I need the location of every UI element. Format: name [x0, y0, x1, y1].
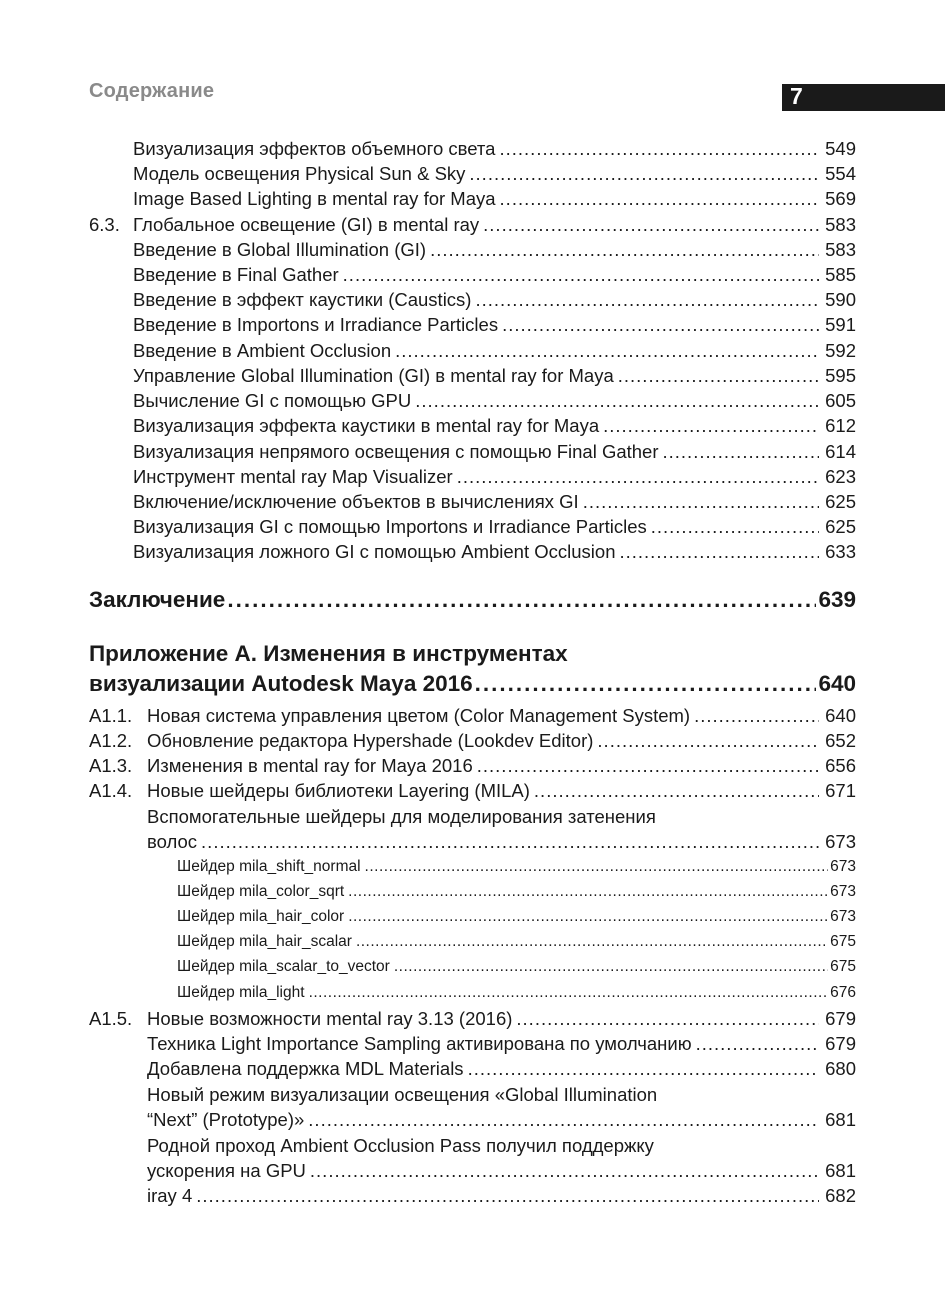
entry-title: Модель освещения Physical Sun & Sky [133, 163, 466, 184]
entry-title: Новые возможности mental ray 3.13 (2016) [147, 1008, 513, 1029]
entry-title-line1[interactable]: Новый режим визуализации освещения «Global Illumination [147, 1084, 658, 1105]
toc-entry[interactable] [133, 314, 856, 339]
entry-title: Шейдер mila_scalar_to_vector [177, 958, 390, 975]
toc-entry[interactable] [147, 1033, 856, 1058]
toc-subentry[interactable] [177, 933, 856, 958]
section-number: 6.3. [89, 214, 120, 235]
leader-dots [583, 491, 819, 513]
entry-page: 592 [825, 340, 856, 361]
entry-page: 676 [830, 984, 856, 1001]
toc-entry[interactable] [133, 491, 856, 516]
leader-dots [468, 1058, 820, 1080]
entry-title: Техника Light Importance Sampling активирована по умолчанию [147, 1033, 692, 1054]
leader-dots [430, 239, 819, 261]
entry-page: 590 [825, 289, 856, 310]
entry-page: 682 [825, 1185, 856, 1206]
entry-title: Визуализация ложного GI с помощью Ambient Occlusion [133, 541, 616, 562]
toc-subentry[interactable] [177, 984, 856, 1009]
toc-entry[interactable] [147, 1109, 856, 1134]
entry-title: iray 4 [147, 1185, 193, 1206]
entry-title: Включение/исключение объектов в вычислениях GI [133, 491, 579, 512]
chapter-title: Заключение [89, 587, 226, 612]
entry-title-line1[interactable]: Родной проход Ambient Occlusion Pass получил поддержку [147, 1135, 654, 1156]
toc-entry[interactable] [133, 188, 856, 213]
leader-dots [694, 705, 819, 727]
entry-title: Инструмент mental ray Map Visualizer [133, 466, 453, 487]
entry-page: 679 [825, 1033, 856, 1054]
entry-page: 671 [825, 780, 856, 801]
leader-dots [227, 587, 816, 613]
leader-dots [499, 138, 819, 160]
entry-page: 679 [825, 1008, 856, 1029]
section-number: A1.2. [89, 730, 133, 751]
entry-page: 673 [830, 858, 856, 875]
entry-title: Введение в Global Illumination (GI) [133, 239, 427, 260]
entry-title-line1[interactable]: Вспомогательные шейдеры для моделирования затенения [147, 806, 656, 827]
leader-dots [618, 365, 819, 387]
leader-dots [534, 780, 819, 802]
leader-dots [475, 671, 817, 697]
toc-entry[interactable] [147, 831, 856, 856]
toc-chapter-conclusion[interactable] [89, 587, 856, 617]
entry-page: 680 [825, 1058, 856, 1079]
leader-dots [663, 441, 820, 463]
entry-page: 625 [825, 516, 856, 537]
section-number: A1.5. [89, 1008, 133, 1029]
leader-dots [348, 908, 828, 926]
entry-title: Вычисление GI с помощью GPU [133, 390, 412, 411]
entry-title: волос [147, 831, 198, 852]
leader-dots [502, 314, 819, 336]
toc-entry[interactable] [147, 1160, 856, 1185]
leader-dots [394, 958, 828, 976]
toc-entry[interactable] [133, 390, 856, 415]
entry-title: Новая система управления цветом (Color Management System) [147, 705, 691, 726]
chapter-page: 639 [818, 587, 856, 612]
leader-dots [696, 1033, 820, 1055]
entry-page: 675 [830, 958, 856, 975]
leader-dots [597, 730, 819, 752]
entry-page: 656 [825, 755, 856, 776]
appendix-title-line1[interactable]: Приложение А. Изменения в инструментах [89, 641, 568, 666]
leader-dots [469, 163, 819, 185]
entry-title: “Next” (Prototype)» [147, 1109, 305, 1130]
toc-entry[interactable] [133, 365, 856, 390]
entry-page: 633 [825, 541, 856, 562]
entry-title: Введение в Final Gather [133, 264, 339, 285]
toc-subentry[interactable] [177, 883, 856, 908]
toc-entry[interactable] [133, 239, 856, 264]
entry-page: 612 [825, 415, 856, 436]
entry-page: 583 [825, 214, 856, 235]
entry-page: 673 [830, 908, 856, 925]
leader-dots [395, 340, 819, 362]
toc-entry-section[interactable] [89, 705, 856, 730]
leader-dots [477, 755, 819, 777]
leader-dots [356, 933, 828, 951]
toc-entry[interactable] [133, 441, 856, 466]
entry-title: Шейдер mila_shift_normal [177, 858, 361, 875]
toc-entry-section[interactable] [89, 730, 856, 755]
leader-dots [619, 541, 819, 563]
entry-page: 652 [825, 730, 856, 751]
entry-page: 681 [825, 1109, 856, 1130]
leader-dots [201, 831, 819, 853]
leader-dots [310, 1160, 819, 1182]
toc-entry[interactable] [133, 466, 856, 491]
entry-page: 614 [825, 441, 856, 462]
entry-page: 673 [830, 883, 856, 900]
toc-entry-section[interactable] [89, 214, 856, 239]
entry-page: 585 [825, 264, 856, 285]
toc-entry[interactable] [147, 1058, 856, 1083]
entry-page: 549 [825, 138, 856, 159]
entry-page: 583 [825, 239, 856, 260]
page-number-tab [782, 84, 945, 111]
toc-subentry[interactable] [177, 858, 856, 883]
entry-title: Введение в эффект каустики (Caustics) [133, 289, 472, 310]
entry-title: Введение в Ambient Occlusion [133, 340, 392, 361]
entry-title: Добавлена поддержка MDL Materials [147, 1058, 464, 1079]
toc-entry-section[interactable] [89, 1008, 856, 1033]
leader-dots [415, 390, 819, 412]
leader-dots [457, 466, 819, 488]
section-number: A1.1. [89, 705, 133, 726]
entry-title: Image Based Lighting в mental ray for Maya [133, 188, 496, 209]
entry-title: Новые шейдеры библиотеки Layering (MILA) [147, 780, 530, 801]
leader-dots [308, 1109, 819, 1131]
chapter-title: визуализации Autodesk Maya 2016 [89, 671, 473, 696]
section-number: A1.3. [89, 755, 133, 776]
toc-entry-section[interactable] [89, 780, 856, 805]
toc-entry[interactable] [133, 340, 856, 365]
entry-page: 681 [825, 1160, 856, 1181]
leader-dots [483, 214, 819, 236]
entry-title: Шейдер mila_hair_scalar [177, 933, 352, 950]
entry-page: 569 [825, 188, 856, 209]
entry-page: 640 [825, 705, 856, 726]
entry-title: Шейдер mila_color_sqrt [177, 883, 345, 900]
toc-subentry[interactable] [177, 958, 856, 983]
toc-entry[interactable] [133, 289, 856, 314]
entry-title: Визуализация GI с помощью Importons и Irradiance Particles [133, 516, 647, 537]
toc-chapter-appendix[interactable] [89, 671, 856, 701]
toc-entry[interactable] [133, 138, 856, 163]
leader-dots [516, 1008, 819, 1030]
toc-entry[interactable] [133, 415, 856, 440]
leader-dots [309, 984, 829, 1002]
entry-title: Введение в Importons и Irradiance Particles [133, 314, 499, 335]
entry-page: 623 [825, 466, 856, 487]
leader-dots [365, 858, 829, 876]
entry-page: 595 [825, 365, 856, 386]
entry-page: 605 [825, 390, 856, 411]
toc-entry[interactable] [147, 1185, 856, 1210]
running-title: Содержание [89, 80, 215, 102]
leader-dots [500, 188, 820, 210]
entry-title: Изменения в mental ray for Maya 2016 [147, 755, 473, 776]
entry-page: 675 [830, 933, 856, 950]
entry-title: Глобальное освещение (GI) в mental ray [133, 214, 480, 235]
leader-dots [651, 516, 819, 538]
entry-title: Обновление редактора Hypershade (Lookdev Editor) [147, 730, 594, 751]
entry-title: ускорения на GPU [147, 1160, 306, 1181]
entry-title: Управление Global Illumination (GI) в mental ray for Maya [133, 365, 614, 386]
section-number: A1.4. [89, 780, 133, 801]
leader-dots [348, 883, 828, 901]
chapter-page: 640 [818, 671, 856, 696]
leader-dots [603, 415, 819, 437]
toc-entry[interactable] [133, 264, 856, 289]
toc-subentry[interactable] [177, 908, 856, 933]
entry-title: Визуализация эффекта каустики в mental ray for Maya [133, 415, 600, 436]
entry-title: Визуализация эффектов объемного света [133, 138, 496, 159]
toc-entry-section[interactable] [89, 755, 856, 780]
entry-page: 554 [825, 163, 856, 184]
entry-page: 673 [825, 831, 856, 852]
entry-title: Шейдер mila_light [177, 984, 305, 1001]
leader-dots [196, 1185, 819, 1207]
leader-dots [475, 289, 819, 311]
toc-entry[interactable] [133, 516, 856, 541]
entry-title: Шейдер mila_hair_color [177, 908, 345, 925]
entry-page: 591 [825, 314, 856, 335]
toc-entry[interactable] [133, 163, 856, 188]
entry-title: Визуализация непрямого освещения с помощью Final Gather [133, 441, 659, 462]
toc-entry[interactable] [133, 541, 856, 566]
page-number: 7 [790, 83, 803, 109]
entry-page: 625 [825, 491, 856, 512]
leader-dots [343, 264, 819, 286]
